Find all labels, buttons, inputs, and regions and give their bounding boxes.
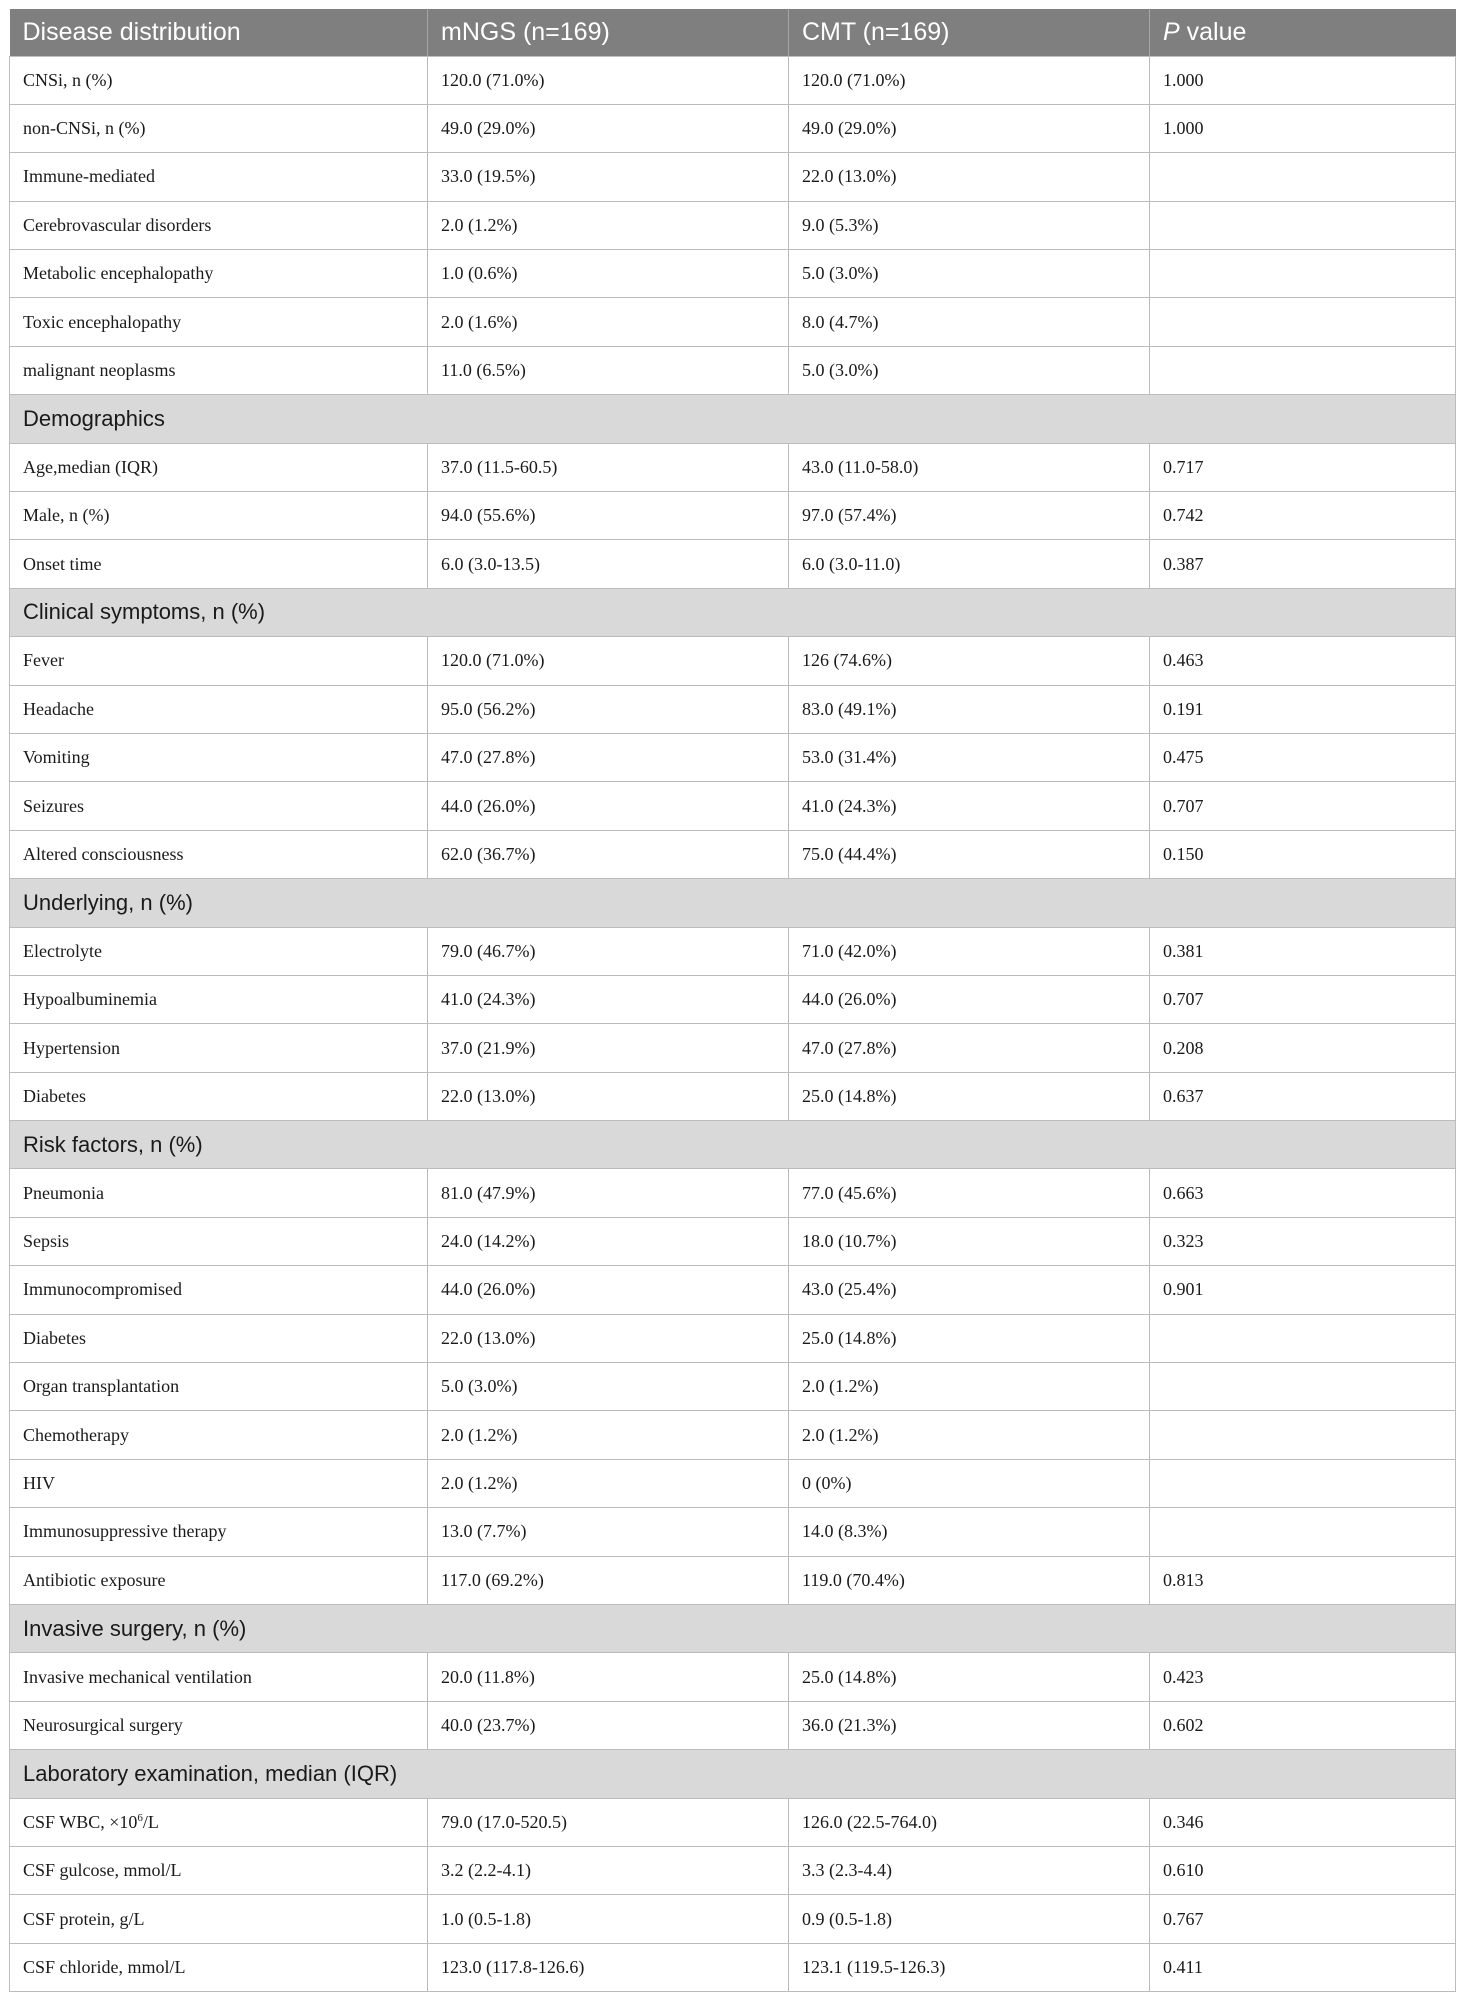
table-row: [10, 201, 1456, 249]
cmt-value: 126.0 (22.5-764.0): [789, 1798, 1150, 1846]
mngs-value: 2.0 (1.2%): [428, 1411, 789, 1459]
cmt-value: 75.0 (44.4%): [789, 830, 1150, 878]
mngs-value: 37.0 (21.9%): [428, 1024, 789, 1072]
cmt-value: 53.0 (31.4%): [789, 733, 1150, 781]
cmt-value: 120.0 (71.0%): [789, 56, 1150, 104]
data-table-container: [9, 9, 1455, 1992]
mngs-value: 22.0 (13.0%): [428, 1314, 789, 1362]
mngs-value: 2.0 (1.6%): [428, 298, 789, 346]
mngs-value: 1.0 (0.6%): [428, 250, 789, 298]
section-row: [10, 588, 1456, 636]
row-label: CSF protein, g/L: [10, 1895, 428, 1943]
table-row: [10, 1217, 1456, 1265]
header-disease-distribution: Disease distribution: [10, 9, 428, 56]
p-value: 0.767: [1150, 1895, 1456, 1943]
section-title: Risk factors, n (%): [10, 1121, 1456, 1169]
p-value: 0.602: [1150, 1701, 1456, 1749]
table-row: [10, 540, 1456, 588]
row-label: Organ transplantation: [10, 1363, 428, 1411]
p-value: 0.346: [1150, 1798, 1456, 1846]
row-label: Headache: [10, 685, 428, 733]
table-header: [10, 9, 1456, 56]
mngs-value: 117.0 (69.2%): [428, 1556, 789, 1604]
mngs-value: 79.0 (46.7%): [428, 927, 789, 975]
cmt-value: 49.0 (29.0%): [789, 104, 1150, 152]
mngs-value: 3.2 (2.2-4.1): [428, 1846, 789, 1894]
row-label: Onset time: [10, 540, 428, 588]
p-value: 0.707: [1150, 975, 1456, 1023]
p-value: 0.901: [1150, 1266, 1456, 1314]
row-label: Toxic encephalopathy: [10, 298, 428, 346]
cmt-value: 126 (74.6%): [789, 637, 1150, 685]
row-label-superscript: 6: [137, 1811, 143, 1824]
section-row: [10, 1605, 1456, 1653]
mngs-value: 120.0 (71.0%): [428, 56, 789, 104]
cmt-value: 18.0 (10.7%): [789, 1217, 1150, 1265]
p-value: [1150, 1363, 1456, 1411]
mngs-value: 6.0 (3.0-13.5): [428, 540, 789, 588]
header-p-italic: P: [1163, 17, 1180, 46]
p-value: [1150, 250, 1456, 298]
p-value: 0.323: [1150, 1217, 1456, 1265]
row-label: Pneumonia: [10, 1169, 428, 1217]
p-value: 1.000: [1150, 56, 1456, 104]
table-row: [10, 1072, 1456, 1120]
row-label: CSF chloride, mmol/L: [10, 1943, 428, 1991]
row-label: Immunocompromised: [10, 1266, 428, 1314]
mngs-value: 24.0 (14.2%): [428, 1217, 789, 1265]
table-row: [10, 830, 1456, 878]
cmt-value: 6.0 (3.0-11.0): [789, 540, 1150, 588]
row-label-text: CSF WBC, ×10: [23, 1811, 138, 1832]
mngs-value: 44.0 (26.0%): [428, 782, 789, 830]
cmt-value: 123.1 (119.5-126.3): [789, 1943, 1150, 1991]
p-value: 0.423: [1150, 1653, 1456, 1701]
row-label: Metabolic encephalopathy: [10, 250, 428, 298]
cmt-value: 25.0 (14.8%): [789, 1314, 1150, 1362]
cmt-value: 0 (0%): [789, 1459, 1150, 1507]
cmt-value: 3.3 (2.3-4.4): [789, 1846, 1150, 1894]
p-value: 0.717: [1150, 443, 1456, 491]
table-row: [10, 927, 1456, 975]
mngs-value: 33.0 (19.5%): [428, 153, 789, 201]
mngs-value: 37.0 (11.5-60.5): [428, 443, 789, 491]
row-label: CSF gulcose, mmol/L: [10, 1846, 428, 1894]
row-label: Chemotherapy: [10, 1411, 428, 1459]
mngs-value: 62.0 (36.7%): [428, 830, 789, 878]
p-value: 0.663: [1150, 1169, 1456, 1217]
mngs-value: 2.0 (1.2%): [428, 1459, 789, 1507]
cmt-value: 22.0 (13.0%): [789, 153, 1150, 201]
mngs-value: 13.0 (7.7%): [428, 1508, 789, 1556]
table-row: [10, 782, 1456, 830]
mngs-value: 22.0 (13.0%): [428, 1072, 789, 1120]
header-cmt: CMT (n=169): [789, 9, 1150, 56]
mngs-value: 120.0 (71.0%): [428, 637, 789, 685]
cmt-value: 83.0 (49.1%): [789, 685, 1150, 733]
p-value: [1150, 346, 1456, 394]
mngs-value: 5.0 (3.0%): [428, 1363, 789, 1411]
row-label: Immune-mediated: [10, 153, 428, 201]
section-row: [10, 879, 1456, 927]
mngs-value: 44.0 (26.0%): [428, 1266, 789, 1314]
row-label: Hypertension: [10, 1024, 428, 1072]
row-label: Sepsis: [10, 1217, 428, 1265]
cmt-value: 2.0 (1.2%): [789, 1411, 1150, 1459]
section-title: Laboratory examination, median (IQR): [10, 1750, 1456, 1798]
cmt-value: 43.0 (25.4%): [789, 1266, 1150, 1314]
cmt-value: 36.0 (21.3%): [789, 1701, 1150, 1749]
cmt-value: 8.0 (4.7%): [789, 298, 1150, 346]
p-value: 0.191: [1150, 685, 1456, 733]
mngs-value: 1.0 (0.5-1.8): [428, 1895, 789, 1943]
table-row: [10, 1556, 1456, 1604]
table-row: [10, 104, 1456, 152]
mngs-value: 41.0 (24.3%): [428, 975, 789, 1023]
table-row: [10, 637, 1456, 685]
cmt-value: 25.0 (14.8%): [789, 1072, 1150, 1120]
mngs-value: 40.0 (23.7%): [428, 1701, 789, 1749]
header-row: [10, 9, 1456, 56]
p-value: 0.387: [1150, 540, 1456, 588]
cmt-value: 44.0 (26.0%): [789, 975, 1150, 1023]
mngs-value: 81.0 (47.9%): [428, 1169, 789, 1217]
row-label: Cerebrovascular disorders: [10, 201, 428, 249]
cmt-value: 5.0 (3.0%): [789, 250, 1150, 298]
section-title: Demographics: [10, 395, 1456, 443]
row-label: Fever: [10, 637, 428, 685]
p-value: 1.000: [1150, 104, 1456, 152]
mngs-value: 2.0 (1.2%): [428, 201, 789, 249]
row-label: Immunosuppressive therapy: [10, 1508, 428, 1556]
mngs-value: 47.0 (27.8%): [428, 733, 789, 781]
cmt-value: 14.0 (8.3%): [789, 1508, 1150, 1556]
p-value: 0.381: [1150, 927, 1456, 975]
cmt-value: 71.0 (42.0%): [789, 927, 1150, 975]
table-row: [10, 1363, 1456, 1411]
row-label: Invasive mechanical ventilation: [10, 1653, 428, 1701]
mngs-value: 20.0 (11.8%): [428, 1653, 789, 1701]
mngs-value: 11.0 (6.5%): [428, 346, 789, 394]
table-row: [10, 1895, 1456, 1943]
header-mngs: mNGS (n=169): [428, 9, 789, 56]
section-title: Invasive surgery, n (%): [10, 1605, 1456, 1653]
p-value: 0.707: [1150, 782, 1456, 830]
table-row: [10, 1024, 1456, 1072]
p-value: 0.463: [1150, 637, 1456, 685]
table-row: [10, 250, 1456, 298]
table-row: [10, 1943, 1456, 1991]
table-row: [10, 1653, 1456, 1701]
cmt-value: 2.0 (1.2%): [789, 1363, 1150, 1411]
row-label: Diabetes: [10, 1314, 428, 1362]
mngs-value: 94.0 (55.6%): [428, 492, 789, 540]
p-value: [1150, 1314, 1456, 1362]
cmt-value: 25.0 (14.8%): [789, 1653, 1150, 1701]
table-row: [10, 346, 1456, 394]
table-row: [10, 1411, 1456, 1459]
disease-distribution-table: [9, 9, 1456, 1992]
row-label: Vomiting: [10, 733, 428, 781]
p-value: 0.742: [1150, 492, 1456, 540]
cmt-value: 97.0 (57.4%): [789, 492, 1150, 540]
row-label: Antibiotic exposure: [10, 1556, 428, 1604]
row-label-unit: /L: [142, 1811, 159, 1832]
section-row: [10, 1121, 1456, 1169]
p-value: 0.610: [1150, 1846, 1456, 1894]
p-value: [1150, 1459, 1456, 1507]
p-value: [1150, 1411, 1456, 1459]
p-value: 0.150: [1150, 830, 1456, 878]
cmt-value: 41.0 (24.3%): [789, 782, 1150, 830]
table-row: [10, 975, 1456, 1023]
row-label: HIV: [10, 1459, 428, 1507]
table-row: [10, 685, 1456, 733]
mngs-value: 95.0 (56.2%): [428, 685, 789, 733]
cmt-value: 5.0 (3.0%): [789, 346, 1150, 394]
table-row: [10, 1846, 1456, 1894]
row-label: Altered consciousness: [10, 830, 428, 878]
table-row: [10, 1169, 1456, 1217]
table-body: [10, 56, 1456, 1992]
row-label: [10, 1798, 428, 1846]
row-label: Electrolyte: [10, 927, 428, 975]
row-label: Male, n (%): [10, 492, 428, 540]
row-label: Neurosurgical surgery: [10, 1701, 428, 1749]
section-row: [10, 1750, 1456, 1798]
p-value: [1150, 298, 1456, 346]
section-title: Clinical symptoms, n (%): [10, 588, 1456, 636]
row-label: CNSi, n (%): [10, 56, 428, 104]
p-value: 0.813: [1150, 1556, 1456, 1604]
cmt-value: 0.9 (0.5-1.8): [789, 1895, 1150, 1943]
cmt-value: 43.0 (11.0-58.0): [789, 443, 1150, 491]
row-label: Seizures: [10, 782, 428, 830]
table-row: [10, 1701, 1456, 1749]
p-value: [1150, 153, 1456, 201]
p-value: [1150, 1508, 1456, 1556]
cmt-value: 9.0 (5.3%): [789, 201, 1150, 249]
table-row: [10, 492, 1456, 540]
header-p-value: [1150, 9, 1456, 56]
table-row: [10, 56, 1456, 104]
table-row: [10, 1508, 1456, 1556]
table-row: [10, 1266, 1456, 1314]
p-value: 0.411: [1150, 1943, 1456, 1991]
header-p-rest: value: [1179, 17, 1247, 46]
row-label: Diabetes: [10, 1072, 428, 1120]
cmt-value: 47.0 (27.8%): [789, 1024, 1150, 1072]
mngs-value: 49.0 (29.0%): [428, 104, 789, 152]
p-value: [1150, 201, 1456, 249]
row-label: Age,median (IQR): [10, 443, 428, 491]
row-label: non-CNSi, n (%): [10, 104, 428, 152]
table-row: [10, 733, 1456, 781]
p-value: 0.637: [1150, 1072, 1456, 1120]
p-value: 0.475: [1150, 733, 1456, 781]
p-value: 0.208: [1150, 1024, 1456, 1072]
section-row: [10, 395, 1456, 443]
table-row: [10, 1459, 1456, 1507]
table-row: [10, 1798, 1456, 1846]
section-title: Underlying, n (%): [10, 879, 1456, 927]
table-row: [10, 443, 1456, 491]
table-row: [10, 298, 1456, 346]
table-row: [10, 1314, 1456, 1362]
cmt-value: 77.0 (45.6%): [789, 1169, 1150, 1217]
mngs-value: 79.0 (17.0-520.5): [428, 1798, 789, 1846]
mngs-value: 123.0 (117.8-126.6): [428, 1943, 789, 1991]
table-row: [10, 153, 1456, 201]
cmt-value: 119.0 (70.4%): [789, 1556, 1150, 1604]
row-label: malignant neoplasms: [10, 346, 428, 394]
row-label: Hypoalbuminemia: [10, 975, 428, 1023]
